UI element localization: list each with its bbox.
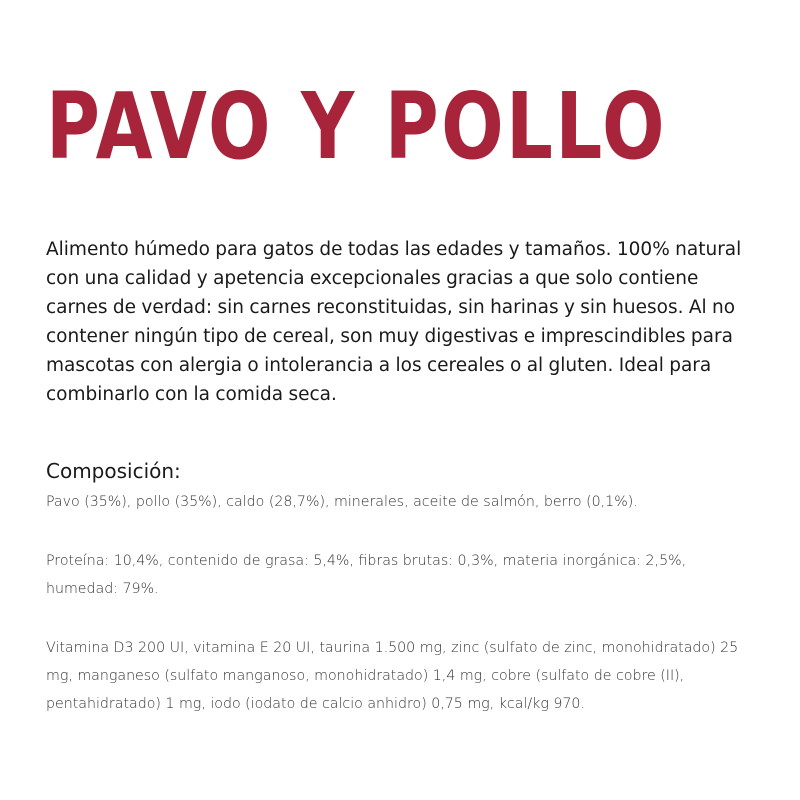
nutritional-additives: Vitamina D3 200 UI, vitamina E 20 UI, taurina 1.500 mg, zinc (sulfato de zinc, monohidratado) 25 mg, manganeso (sulfato manganoso, monohidratado) 1,4 mg, cobre (sulfato de cobre (II), pentahidratado) 1 mg, iodo (iodato de calcio anhidro) 0,75 mg, kcal/kg 970. [46, 640, 739, 712]
product-description: Alimento húmedo para gatos de todas las edades y tamaños. 100% natural con una calidad y apetencia excepcionales gracias a que solo contiene carnes de verdad: sin carnes reconstituidas, sin harinas y sin huesos. Al no contener ningún tipo de cereal, son muy digestivas e imprescindibles para mascotas con alergia o intolerancia a los cereales o al gluten. Ideal para combinarlo con la comida seca. [46, 239, 742, 405]
product-title: PAVO Y POLLO [46, 73, 667, 180]
composition-heading: Composición: [46, 459, 181, 483]
analytical-constituents: Proteína: 10,4%, contenido de grasa: 5,4%, fibras brutas: 0,3%, materia inorgánica: 2,5%, humedad: 79%. [46, 553, 687, 597]
composition-ingredients: Pavo (35%), pollo (35%), caldo (28,7%), minerales, aceite de salmón, berro (0,1%). [46, 494, 638, 510]
